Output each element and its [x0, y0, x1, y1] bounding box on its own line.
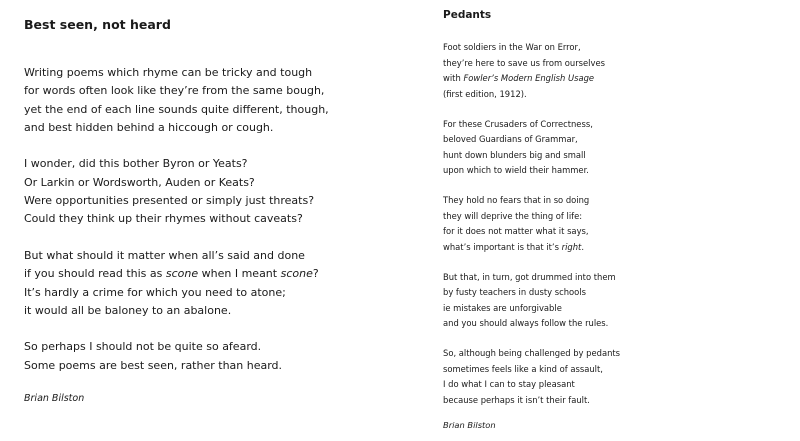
poem-line: ie mistakes are unforgivable [443, 302, 562, 313]
poem-line: (first edition, 1912). [443, 88, 527, 99]
stanza [24, 338, 400, 375]
poem-line: upon which to wield their hammer. [443, 165, 589, 175]
emphasis-text: Fowler’s Modern English Usage [463, 73, 595, 83]
stanza [443, 40, 800, 102]
poem-line: for words often look like they’re from the same bough, [24, 84, 325, 98]
poem-line: they’re here to save us from ourselves [443, 57, 605, 68]
poem-line: For these Crusaders of Correctness, [443, 118, 593, 129]
poem-title: Pedants [443, 9, 492, 21]
poem-line: yet the end of each line sounds quite different, though, [24, 102, 329, 116]
poem-line: for it does not matter what it says, [443, 226, 589, 236]
poem-line: it would all be baloney to an abalone. [24, 303, 232, 317]
poem-line: beloved Guardians of Grammar, [443, 134, 578, 144]
poem-title: Best seen, not heard [24, 17, 171, 32]
poem-line: by fusty teachers in dusty schools [443, 287, 586, 297]
stanza [24, 64, 400, 137]
stanza [443, 270, 800, 332]
poem-page-right [400, 0, 800, 441]
poem-line: Or Larkin or Wordsworth, Auden or Keats? [24, 175, 255, 189]
emphasis-text: right [561, 241, 582, 252]
poem-author: Brian Bilston [24, 393, 85, 405]
stanza [24, 247, 400, 320]
poem-line: Some poems are best seen, rather than heard. [24, 358, 283, 372]
poem-line: and you should always follow the rules. [443, 318, 609, 328]
poem-line: I do what I can to stay pleasant [443, 379, 575, 389]
poem-line: It’s hardly a crime for which you need to atone; [24, 285, 286, 299]
stanza [443, 117, 800, 179]
poem-line: But what should it matter when all’s said and done [24, 248, 305, 262]
poem-line: what’s important is that it’s right. [443, 241, 584, 252]
poem-line: But that, in turn, got drummed into them [443, 271, 616, 282]
poem-line: So, although being challenged by pedants [443, 348, 621, 358]
poem-line: with Fowler’s Modern English Usage [443, 73, 595, 83]
stanza [443, 193, 800, 255]
poem-line: So perhaps I should not be quite so afeard. [24, 340, 262, 354]
poem-line: they will deprive the thing of life: [443, 210, 583, 221]
emphasis-text: scone [280, 267, 313, 281]
poem-line: Were opportunities presented or simply just threats? [24, 194, 315, 208]
poem-line: Could they think up their rhymes without caveats? [24, 212, 303, 226]
stanza [24, 155, 400, 228]
poem-body [443, 40, 800, 408]
poem-line: if you should read this as scone when I meant scone? [24, 267, 319, 281]
poem-line: I wonder, did this bother Byron or Yeats? [24, 157, 248, 171]
stanza [443, 346, 800, 408]
emphasis-text: scone [165, 267, 199, 281]
poem-line: Foot soldiers in the War on Error, [443, 42, 581, 52]
poem-line: and best hidden behind a hiccough or cough. [24, 120, 274, 134]
poem-line: because perhaps it isn’t their fault. [443, 394, 590, 405]
poem-body [24, 64, 400, 375]
poem-line: sometimes feels like a kind of assault, [443, 363, 603, 374]
poem-line: hunt down blunders big and small [443, 149, 586, 160]
poem-author: Brian Bilston [443, 419, 496, 430]
poem-line: They hold no fears that in so doing [443, 195, 590, 205]
poem-line: Writing poems which rhyme can be tricky and tough [24, 66, 313, 79]
